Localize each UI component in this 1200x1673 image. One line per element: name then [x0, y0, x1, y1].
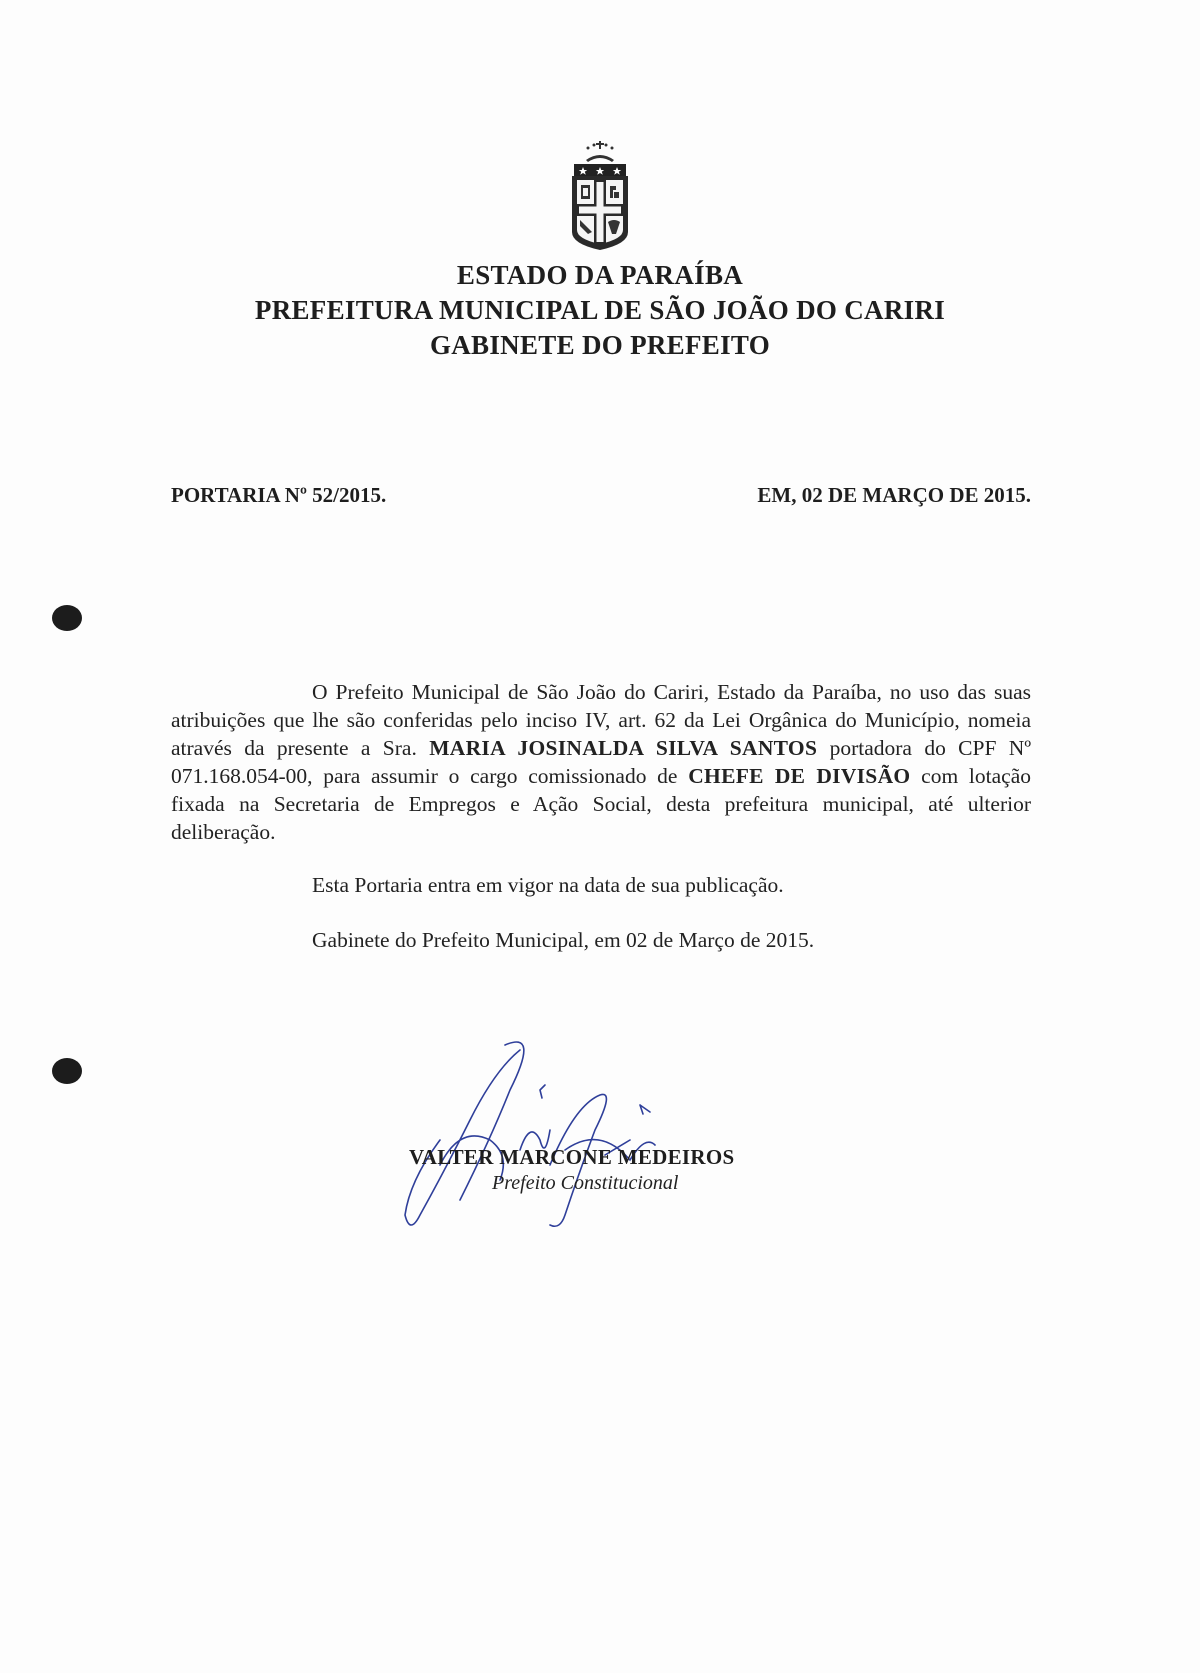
portaria-number: PORTARIA Nº 52/2015.: [171, 483, 387, 507]
signer-role: Prefeito Constitucional: [492, 1172, 679, 1194]
handwritten-signature: [400, 1030, 720, 1245]
office-name: GABINETE DO PREFEITO: [429, 330, 771, 360]
state-name: ESTADO DA PARAÍBA: [456, 260, 744, 290]
punch-hole: [52, 1058, 82, 1084]
municipality-name: PREFEITURA MUNICIPAL DE SÃO JOÃO DO CARIRI: [254, 295, 946, 325]
portaria-date: EM, 02 DE MARÇO DE 2015.: [757, 483, 1031, 507]
body-paragraph: [171, 678, 1031, 846]
body-text-part2: portadora do CPF Nº 071.168.054-00, para assumir o cargo comissionado de: [171, 736, 1031, 788]
body-text-part3: com lotação fixada na Secretaria de Empregos e Ação Social, desta prefeitura municipal, até ulterior deliberação.: [171, 764, 1031, 844]
punch-hole: [52, 605, 82, 631]
body-text-part1: O Prefeito Municipal de São João do Cariri, Estado da Paraíba, no uso das suas atribuições que lhe são conferidas pelo inciso IV, art. 62 da Lei Orgânica do Município, nomeia através da presente a Sra.: [171, 680, 1031, 760]
signer-name: VALTER MARCONE MEDEIROS: [409, 1145, 735, 1169]
position-title: CHEFE DE DIVISÃO: [688, 764, 911, 788]
closing-statement: Gabinete do Prefeito Municipal, em 02 de Março de 2015.: [312, 928, 815, 952]
nominee-name: MARIA JOSINALDA SILVA SANTOS: [429, 736, 818, 760]
signer-block: [409, 1145, 734, 1195]
municipal-coat-of-arms-icon: [550, 140, 650, 252]
reference-row: [171, 483, 1031, 508]
vigor-statement: Esta Portaria entra em vigor na data de sua publicação.: [312, 873, 784, 897]
document-header: [0, 258, 1200, 363]
